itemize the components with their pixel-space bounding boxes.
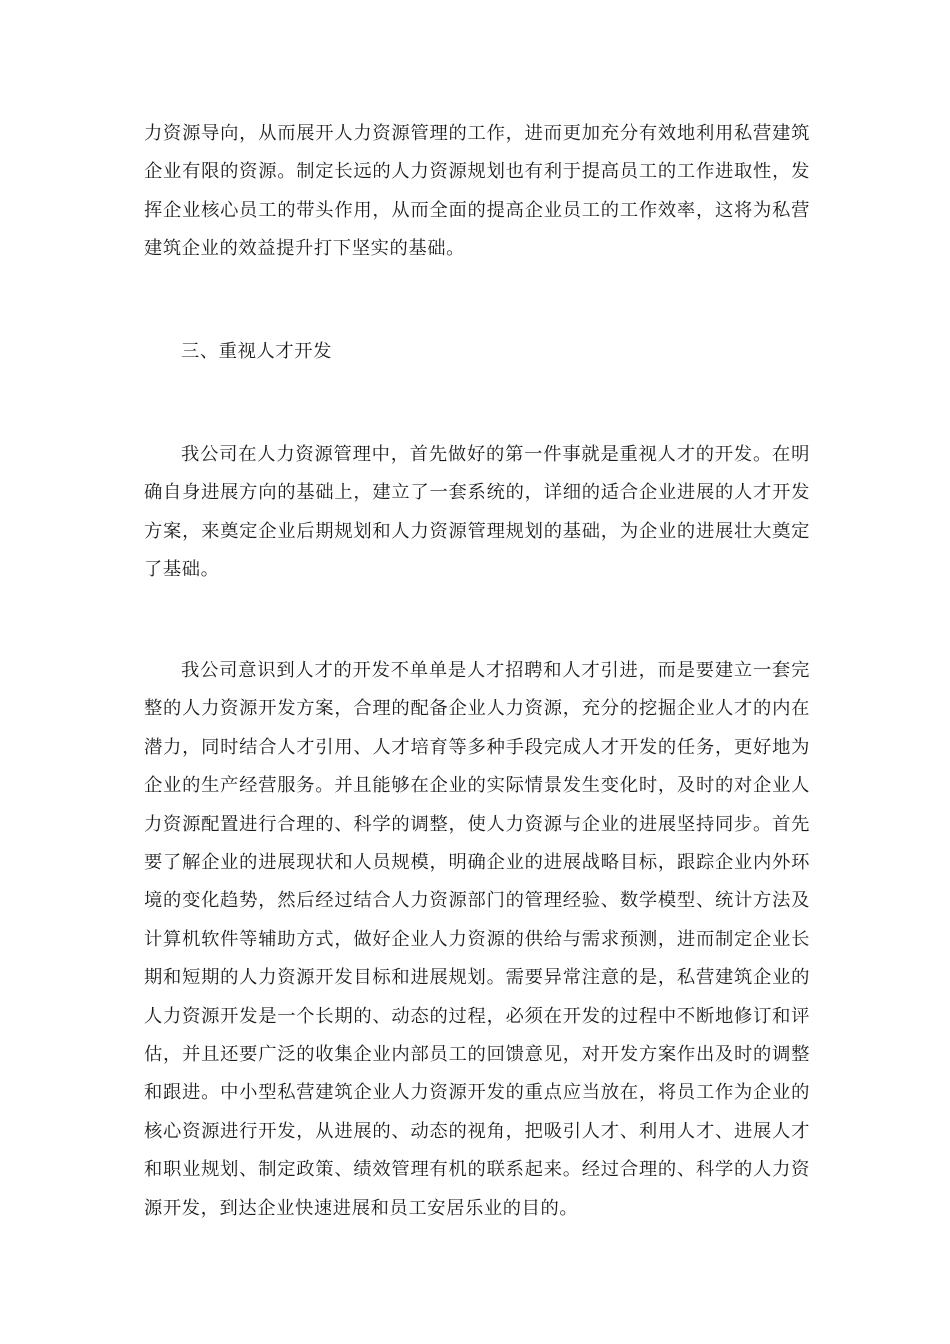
paragraph-3: 我公司意识到人才的开发不单单是人才招聘和人才引进，而是要建立一套完整的人力资源开发方案，合理的配备企业人力资源，充分的挖掘企业人才的内在潜力，同时结合人才引用、人才培育等多种手段完成人才开发的任务，更好地为企业的生产经营服务。并且能够在企业的实际情景发生变化时，及时的对企业人力资源配置进行合理的、科学的调整，使人力资源与企业的进展坚持同步。首先要了解企业的进展现状和人员规模，明确企业的进展战略目标，跟踪企业内外环境的变化趋势，然后经过结合人力资源部门的管理经验、数学模型、统计方法及计算机软件等辅助方式，做好企业人力资源的供给与需求预测，进而制定企业长期和短期的人力资源开发目标和进展规划。需要异常注意的是，私营建筑企业的人力资源开发是一个长期的、动态的过程，必须在开发的过程中不断地修订和评估，并且还要广泛的收集企业内部员工的回馈意见，对开发方案作出及时的调整和跟进。中小型私营建筑企业人力资源开发的重点应当放在，将员工作为企业的核心资源进行开发，从进展的、动态的视角，把吸引人才、利用人才、进展人才和职业规划、制定政策、绩效管理有机的联系起来。经过合理的、科学的人力资源开发，到达企业快速进展和员工安居乐业的目的。 bbox=[144, 660, 810, 1219]
paragraph-2: 我公司在人力资源管理中，首先做好的第一件事就是重视人才的开发。在明确自身进展方向的基础上，建立了一套系统的，详细的适合企业进展的人才开发方案，来奠定企业后期规划和人力资源管理规划的基础，为企业的进展壮大奠定了基础。 bbox=[144, 444, 810, 581]
section-heading: 三、重视人才开发 bbox=[181, 341, 333, 362]
paragraph-1: 力资源导向，从而展开人力资源管理的工作，进而更加充分有效地利用私营建筑企业有限的资源。制定长远的人力资源规划也有利于提高员工的工作进取性，发挥企业核心员工的带头作用，从而全面的提高企业员工的工作效率，这将为私营建筑企业的效益提升打下坚实的基础。 bbox=[144, 123, 810, 260]
